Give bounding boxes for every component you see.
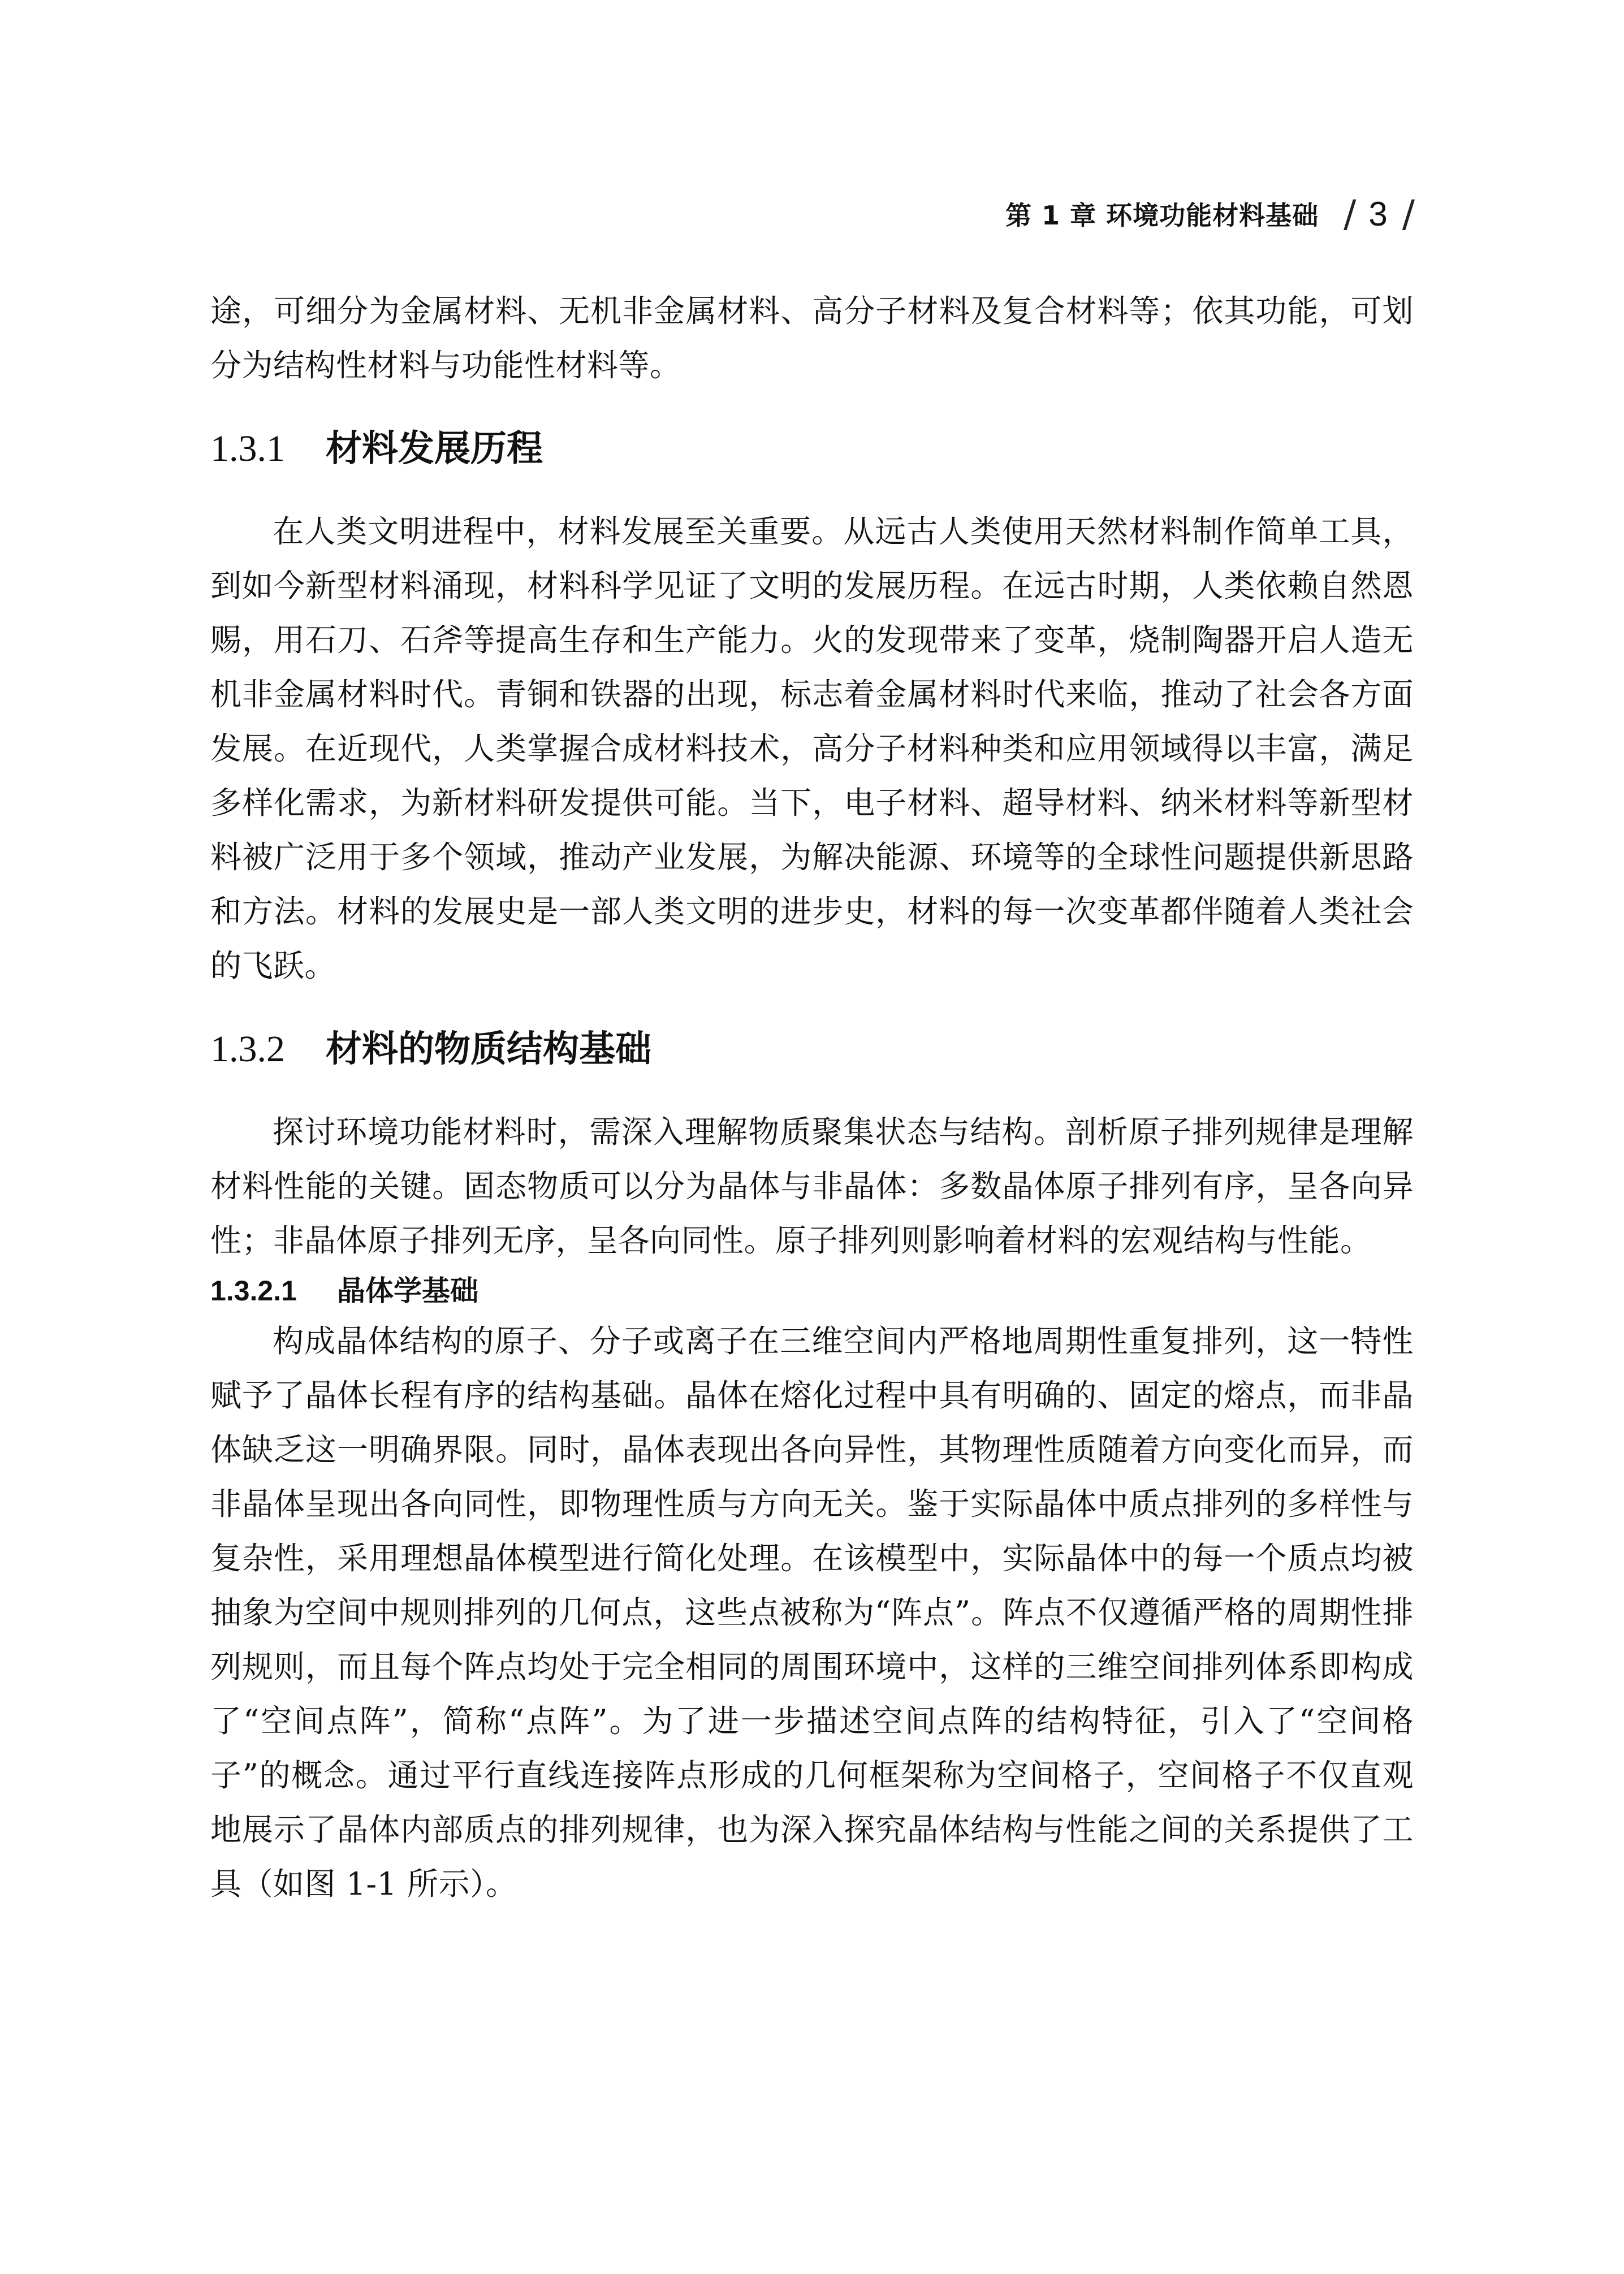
running-header	[1005, 191, 1415, 236]
section-heading-1-3-1	[210, 422, 1414, 476]
section-number: 1.3.2	[210, 1028, 285, 1070]
section-title: 材料的物质结构基础	[326, 1028, 651, 1070]
subsection-heading-1-3-2-1	[210, 1268, 1414, 1314]
section-1-3-1-paragraph: 在人类文明进程中，材料发展至关重要。从远古人类使用天然材料制作简单工具，到如今新型材料涌现，材料科学见证了文明的发展历程。在远古时期，人类依赖自然恩赐，用石刀、石斧等提高生存和生产能力。火的发现带来了变革，烧制陶器开启人造无机非金属材料时代。青铜和铁器的出现，标志着金属材料时代来临，推动了社会各方面发展。在近现代，人类掌握合成材料技术，高分子材料种类和应用领域得以丰富，满足多样化需求，为新材料研发提供可能。当下，电子材料、超导材料、纳米材料等新型材料被广泛用于多个领域，推动产业发展，为解决能源、环境等的全球性问题提供新思路和方法。材料的发展史是一部人类文明的进步史，材料的每一次变革都伴随着人类社会的飞跃。	[210, 513, 1414, 984]
section-1-3-2-1-paragraph: 构成晶体结构的原子、分子或离子在三维空间内严格地周期性重复排列，这一特性赋予了晶体长程有序的结构基础。晶体在熔化过程中具有明确的、固定的熔点，而非晶体缺乏这一明确界限。同时，晶体表现出各向异性，其物理性质随着方向变化而异，而非晶体呈现出各向同性，即物理性质与方向无关。鉴于实际晶体中质点排列的多样性与复杂性，采用理想晶体模型进行简化处理。在该模型中，实际晶体中的每一个质点均被抽象为空间中规则排列的几何点，这些点被称为“阵点”。阵点不仅遵循严格的周期性排列规则，而且每个阵点均处于完全相同的周围环境中，这样的三维空间排列体系即构成了“空间点阵”，简称“点阵”。为了进一步描述空间点阵的结构特征，引入了“空间格子”的概念。通过平行直线连接阵点形成的几何框架称为空间格子，空间格子不仅直观地展示了晶体内部质点的排列规律，也为深入探究晶体结构与性能之间的关系提供了工具（如图 1-1 所示）。	[210, 1323, 1414, 1902]
section-1-3-2-paragraph: 探讨环境功能材料时，需深入理解物质聚集状态与结构。剖析原子排列规律是理解材料性能的关键。固态物质可以分为晶体与非晶体：多数晶体原子排列有序，呈各向异性；非晶体原子排列无序，呈各向同性。原子排列则影响着材料的宏观结构与性能。	[210, 1114, 1414, 1259]
page-number: 3	[1368, 194, 1388, 233]
header-slash-right: /	[1402, 192, 1415, 236]
page-body	[210, 284, 1414, 1911]
intro-paragraph: 途，可细分为金属材料、无机非金属材料、高分子材料及复合材料等；依其功能，可划分为结构性材料与功能性材料等。	[210, 293, 1414, 383]
chapter-title: 第 1 章 环境功能材料基础	[1005, 200, 1319, 231]
section-heading-1-3-2	[210, 1022, 1414, 1077]
section-title: 材料发展历程	[326, 427, 543, 470]
header-slash-left: /	[1344, 192, 1357, 236]
section-number: 1.3.1	[210, 428, 285, 469]
subsection-title: 晶体学基础	[337, 1274, 478, 1307]
subsection-number: 1.3.2.1	[210, 1275, 297, 1307]
